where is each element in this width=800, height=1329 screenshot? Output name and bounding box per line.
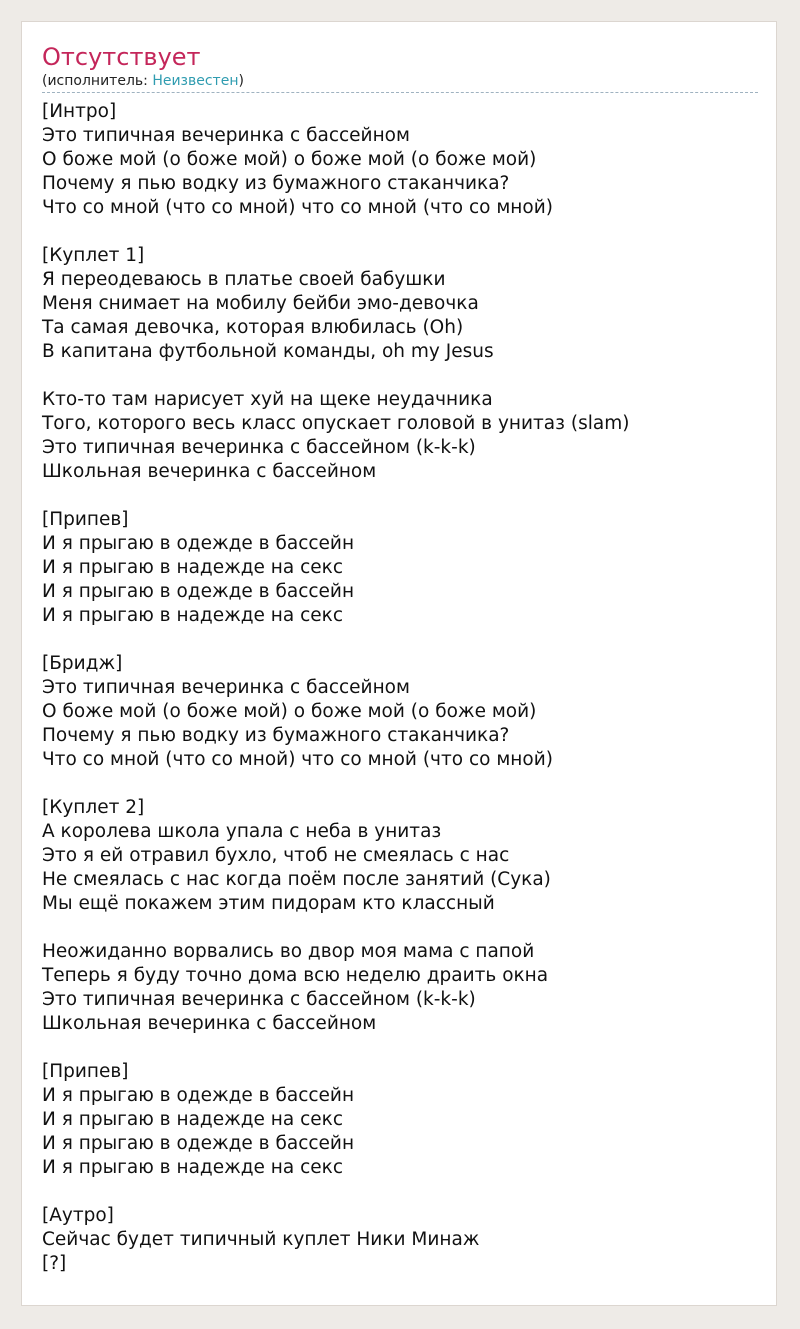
song-header bbox=[42, 42, 758, 93]
lyrics-blank-line bbox=[42, 628, 758, 652]
lyrics-line: Я переодеваюсь в платье своей бабушки bbox=[42, 269, 446, 290]
song-title: Отсутствует bbox=[42, 43, 201, 71]
artist-prefix: (исполнитель: bbox=[42, 73, 153, 89]
artist-line bbox=[42, 72, 758, 93]
lyrics-line: [Припев] bbox=[42, 1061, 129, 1082]
lyrics-line: А королева школа упала с неба в унитаз bbox=[42, 821, 442, 842]
lyrics-line: О боже мой (о боже мой) о боже мой (о боже мой) bbox=[42, 149, 537, 170]
lyrics-line: И я прыгаю в одежде в бассейн bbox=[42, 533, 355, 554]
lyrics-line: И я прыгаю в надежде на секс bbox=[42, 1157, 344, 1178]
lyrics-body bbox=[42, 100, 758, 1276]
lyrics-line: Почему я пью водку из бумажного стаканчика? bbox=[42, 173, 510, 194]
lyrics-blank-line bbox=[42, 484, 758, 508]
lyrics-line: Сейчас будет типичный куплет Ники Минаж bbox=[42, 1229, 480, 1250]
lyrics-blank-line bbox=[42, 220, 758, 244]
lyrics-line: Того, которого весь класс опускает головой в унитаз (slam) bbox=[42, 413, 630, 434]
lyrics-line: Школьная вечеринка с бассейном bbox=[42, 1013, 377, 1034]
lyrics-line: [Куплет 2] bbox=[42, 797, 145, 818]
lyrics-line: И я прыгаю в надежде на секс bbox=[42, 1109, 344, 1130]
lyrics-line: [Куплет 1] bbox=[42, 245, 145, 266]
lyrics-blank-line bbox=[42, 772, 758, 796]
lyrics-line: О боже мой (о боже мой) о боже мой (о боже мой) bbox=[42, 701, 537, 722]
lyrics-blank-line bbox=[42, 1180, 758, 1204]
lyrics-line: И я прыгаю в одежде в бассейн bbox=[42, 1133, 355, 1154]
lyrics-line: Что со мной (что со мной) что со мной (что со мной) bbox=[42, 197, 553, 218]
lyrics-line: Мы ещё покажем этим пидорам кто классный bbox=[42, 893, 495, 914]
lyrics-line: [Припев] bbox=[42, 509, 129, 530]
lyrics-line: [Интро] bbox=[42, 101, 117, 122]
lyrics-blank-line bbox=[42, 364, 758, 388]
lyrics-line: Это типичная вечеринка с бассейном bbox=[42, 125, 410, 146]
lyrics-line: Это типичная вечеринка с бассейном bbox=[42, 677, 410, 698]
lyrics-line: Почему я пью водку из бумажного стаканчика? bbox=[42, 725, 510, 746]
lyrics-blank-line bbox=[42, 916, 758, 940]
lyrics-line: Теперь я буду точно дома всю неделю драить окна bbox=[42, 965, 549, 986]
lyrics-line: Школьная вечеринка с бассейном bbox=[42, 461, 377, 482]
lyrics-line: [Аутро] bbox=[42, 1205, 114, 1226]
artist-suffix: ) bbox=[238, 73, 244, 89]
lyrics-line: Это типичная вечеринка с бассейном (k-k-k) bbox=[42, 989, 476, 1010]
lyrics-line: [Бридж] bbox=[42, 653, 123, 674]
lyrics-line: Не смеялась с нас когда поём после занятий (Сука) bbox=[42, 869, 551, 890]
lyrics-line: В капитана футбольной команды, oh my Jesus bbox=[42, 341, 494, 362]
artist-link[interactable]: Неизвестен bbox=[152, 73, 239, 89]
lyrics-line: Это типичная вечеринка с бассейном (k-k-k) bbox=[42, 437, 476, 458]
lyrics-line: [?] bbox=[42, 1253, 67, 1274]
lyrics-line: Меня снимает на мобилу бейби эмо-девочка bbox=[42, 293, 479, 314]
lyrics-line: Кто-то там нарисует хуй на щеке неудачника bbox=[42, 389, 493, 410]
lyrics-line: Это я ей отравил бухло, чтоб не смеялась с нас bbox=[42, 845, 510, 866]
lyrics-line: И я прыгаю в одежде в бассейн bbox=[42, 1085, 355, 1106]
lyrics-line: И я прыгаю в одежде в бассейн bbox=[42, 581, 355, 602]
lyrics-line: И я прыгаю в надежде на секс bbox=[42, 605, 344, 626]
lyrics-line: Неожиданно ворвались во двор моя мама с папой bbox=[42, 941, 535, 962]
lyrics-line: Та самая девочка, которая влюбилась (Oh) bbox=[42, 317, 464, 338]
lyrics-line: Что со мной (что со мной) что со мной (что со мной) bbox=[42, 749, 553, 770]
lyrics-blank-line bbox=[42, 1036, 758, 1060]
lyrics-line: И я прыгаю в надежде на секс bbox=[42, 557, 344, 578]
lyrics-card bbox=[21, 21, 777, 1306]
